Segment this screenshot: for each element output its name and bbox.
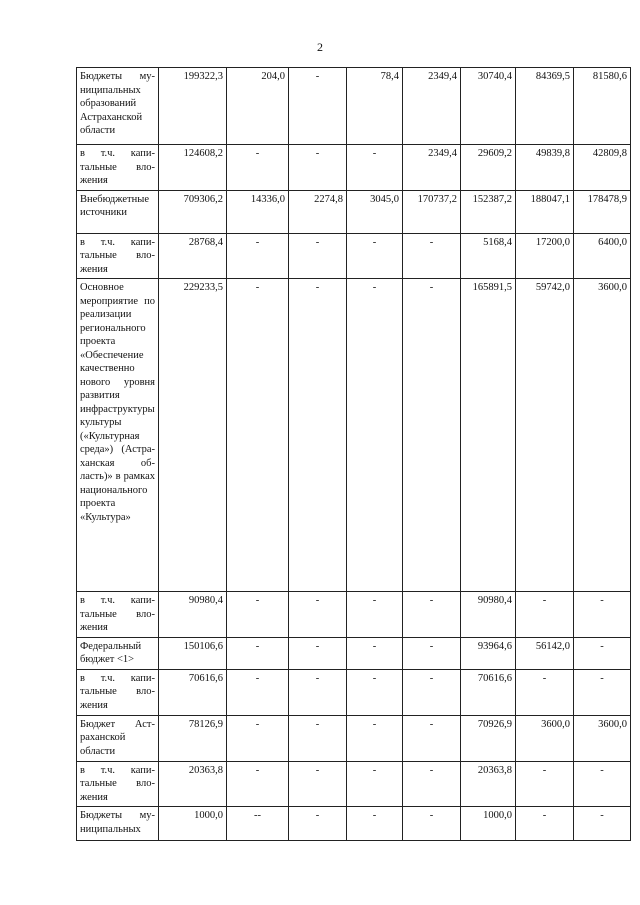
table-cell: - [347,807,403,841]
table-row [77,669,631,715]
table-cell: 49839,8 [516,145,574,191]
table-cell: - [403,279,461,592]
table-cell: 199322,3 [159,68,227,145]
table-cell: -- [227,807,289,841]
table-cell: - [227,233,289,279]
table-cell: - [227,592,289,638]
row-label: Внебюджетные источники [77,190,159,233]
row-label: Бюджеты муниципальных образований Астраханской области [77,68,159,145]
table-cell: 93964,6 [461,637,516,669]
table-cell: 229233,5 [159,279,227,592]
table-cell: 59742,0 [516,279,574,592]
table-cell: 124608,2 [159,145,227,191]
table-cell: - [289,715,347,761]
table-cell: - [289,669,347,715]
table-cell: - [347,715,403,761]
table-cell: - [574,761,631,807]
row-label: в т.ч. капитальные вложения [77,592,159,638]
row-label: в т.ч. капитальные вложения [77,669,159,715]
table-cell: 188047,1 [516,190,574,233]
table-row [77,279,631,592]
table-cell: - [516,592,574,638]
table-row [77,715,631,761]
row-label: Бюджет Астраханской области [77,715,159,761]
table-cell: - [289,637,347,669]
table-cell: - [403,592,461,638]
table-cell: - [574,637,631,669]
table-cell: 1000,0 [159,807,227,841]
table-cell: - [289,145,347,191]
table-row [77,637,631,669]
table-cell: 20363,8 [461,761,516,807]
table-cell: - [403,233,461,279]
table-cell: - [574,669,631,715]
table-cell: - [289,279,347,592]
table-cell: 30740,4 [461,68,516,145]
table-cell: - [403,669,461,715]
row-label: в т.ч. капитальные вложения [77,761,159,807]
table-row [77,190,631,233]
table-row [77,761,631,807]
table-cell: 1000,0 [461,807,516,841]
table-cell: 29609,2 [461,145,516,191]
table-cell: 78,4 [347,68,403,145]
table-cell: - [516,761,574,807]
table-cell: - [347,233,403,279]
table-cell: 3045,0 [347,190,403,233]
table-cell: - [227,761,289,807]
table-cell: 42809,8 [574,145,631,191]
page-number: 2 [317,40,323,54]
table-cell: 70616,6 [461,669,516,715]
table-cell: 2274,8 [289,190,347,233]
table-cell: - [227,279,289,592]
table-row [77,145,631,191]
table-cell: 152387,2 [461,190,516,233]
table-row [77,233,631,279]
row-label: в т.ч. капитальные вложения [77,233,159,279]
table-cell: 17200,0 [516,233,574,279]
table-cell: - [574,592,631,638]
table-cell: 84369,5 [516,68,574,145]
table-cell: 6400,0 [574,233,631,279]
table-cell: 5168,4 [461,233,516,279]
row-label: Основное мероприятие по реализации регионального проекта «Обеспечение качественно нового уровня развития инфраструктуры культуры («Культурная среда») (Астраханская область)» в рамках национального проекта «Культура» [77,279,159,592]
table-row [77,807,631,841]
table-cell: 78126,9 [159,715,227,761]
row-label: Федеральный бюджет <1> [77,637,159,669]
row-label: в т.ч. капитальные вложения [77,145,159,191]
table-cell: - [403,715,461,761]
table-cell: - [227,145,289,191]
table-cell: - [347,761,403,807]
table-cell: 2349,4 [403,145,461,191]
table-cell: - [227,637,289,669]
table-cell: 165891,5 [461,279,516,592]
table-cell: - [347,279,403,592]
table-cell: - [289,68,347,145]
table-cell: 20363,8 [159,761,227,807]
table-cell: - [347,592,403,638]
table-cell: - [347,145,403,191]
table-cell: - [347,669,403,715]
table-cell: 3600,0 [574,279,631,592]
table-cell: 709306,2 [159,190,227,233]
row-label: Бюджеты муниципальных [77,807,159,841]
table-cell: 178478,9 [574,190,631,233]
table-cell: - [516,669,574,715]
table-cell: - [516,807,574,841]
table-cell: - [347,637,403,669]
table-cell: 170737,2 [403,190,461,233]
table-row [77,592,631,638]
table-cell: 2349,4 [403,68,461,145]
table-cell: - [403,761,461,807]
table-cell: 81580,6 [574,68,631,145]
table-cell: 56142,0 [516,637,574,669]
table-cell: 3600,0 [574,715,631,761]
table-cell: 70926,9 [461,715,516,761]
table-cell: 204,0 [227,68,289,145]
table-cell: 150106,6 [159,637,227,669]
budget-table [76,67,631,841]
table-cell: - [403,637,461,669]
table-cell: 3600,0 [516,715,574,761]
table-cell: 90980,4 [159,592,227,638]
table-cell: - [227,669,289,715]
table-cell: 70616,6 [159,669,227,715]
table-cell: - [227,715,289,761]
table-cell: - [289,233,347,279]
table-cell: 14336,0 [227,190,289,233]
table-cell: - [574,807,631,841]
table-cell: - [289,592,347,638]
table-cell: - [289,761,347,807]
table-cell: 28768,4 [159,233,227,279]
table-cell: - [289,807,347,841]
table-cell: 90980,4 [461,592,516,638]
table-row [77,68,631,145]
table-cell: - [403,807,461,841]
